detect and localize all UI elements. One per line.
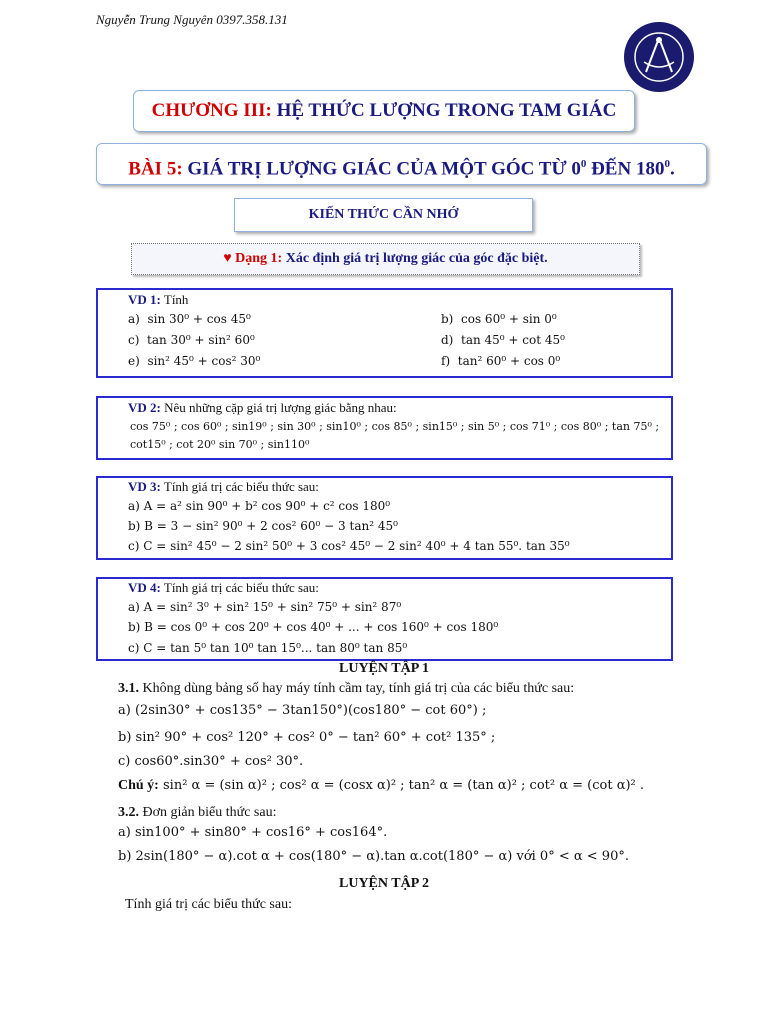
lesson-sup1: 0	[580, 158, 587, 170]
author-header: Nguyễn Trung Nguyên 0397.358.131	[96, 12, 288, 27]
lesson-title-a: GIÁ TRỊ LƯỢNG GIÁC CỦA MỘT GÓC TỪ 0	[187, 158, 581, 180]
q32-a: a) sin100° + sin80° + cos16° + cos164°.	[118, 825, 388, 840]
vd2-line2: cot15⁰ ; cot 20⁰ sin 70⁰ ; sin110⁰	[130, 438, 310, 451]
q32-b: b) 2sin(180° − α).cot α + cos(180° − α).tan α.cot(180° − α) với 0° < α < 90°.	[118, 849, 629, 864]
vd1-item-e: e) sin² 45⁰ + cos² 30⁰	[128, 354, 261, 368]
vd2-task: Nêu những cặp giá trị lượng giác bằng nhau:	[164, 400, 397, 415]
q32-text: Đơn giản biểu thức sau:	[142, 805, 277, 820]
vd2-title: VD 2:	[128, 400, 161, 415]
q32-label: 3.2.	[118, 805, 139, 820]
q31-label: 3.1.	[118, 681, 139, 696]
vd1-item-f: f) tan² 60⁰ + cos 0⁰	[441, 354, 561, 368]
q31-a: a) (2sin30° + cos135° − 3tan150°)(cos180° − cot 60°) ;	[118, 703, 487, 718]
dang1-text: Xác định giá trị lượng giác của góc đặc biệt.	[285, 251, 548, 266]
note-label: Chú ý:	[118, 778, 159, 793]
q32	[118, 805, 276, 821]
q31	[118, 681, 574, 697]
vd4-a: a) A = sin² 3⁰ + sin² 15⁰ + sin² 75⁰ + sin² 87⁰	[128, 600, 402, 614]
dang1-box	[131, 243, 640, 275]
lt2-title: LUYỆN TẬP 2	[339, 876, 429, 891]
note	[118, 778, 644, 794]
nguyen-math-logo	[622, 20, 696, 94]
heart-icon: ♥	[223, 251, 232, 266]
lt2-task: Tính giá trị các biểu thức sau:	[125, 897, 292, 912]
q31-b: b) sin² 90° + cos² 120° + cos² 0° − tan² 60° + cot² 135° ;	[118, 730, 496, 745]
vd1-task: Tính	[163, 292, 189, 307]
vd4-title: VD 4:	[128, 580, 161, 595]
lesson-end: .	[669, 158, 675, 180]
chapter-title-box	[133, 90, 635, 132]
lt1-title: LUYỆN TẬP 1	[339, 661, 429, 676]
vd3-title: VD 3:	[128, 479, 161, 494]
lesson-title-box	[96, 143, 707, 185]
chapter-label: CHƯƠNG III:	[151, 100, 272, 121]
vd1-box	[96, 288, 673, 378]
vd3-box	[96, 476, 673, 560]
vd1-item-b: b) cos 60⁰ + sin 0⁰	[441, 312, 557, 326]
vd2-line1: cos 75⁰ ; cos 60⁰ ; sin19⁰ ; sin 30⁰ ; sin10⁰ ; cos 85⁰ ; sin15⁰ ; sin 5⁰ ; cos 71⁰ ; cos 80⁰ ; tan 75⁰ ;	[130, 420, 660, 433]
chapter-title: HỆ THỨC LƯỢNG TRONG TAM GIÁC	[276, 100, 617, 121]
vd4-b: b) B = cos 0⁰ + cos 20⁰ + cos 40⁰ + ... + cos 160⁰ + cos 180⁰	[128, 620, 499, 634]
vd3-task: Tính giá trị các biểu thức sau:	[163, 479, 319, 494]
vd4-box	[96, 577, 673, 661]
lesson-sup2: 0	[664, 158, 670, 170]
vd4-task: Tính giá trị các biểu thức sau:	[163, 580, 319, 595]
q31-c: c) cos60°.sin30° + cos² 30°.	[118, 754, 304, 769]
dang1-label: Dạng 1:	[235, 251, 283, 266]
vd1-header	[128, 292, 188, 308]
vd4-c: c) C = tan 5⁰ tan 10⁰ tan 15⁰... tan 80⁰ tan 85⁰	[128, 641, 408, 655]
vd1-item-a: a) sin 30⁰ + cos 45⁰	[128, 312, 251, 326]
vd1-item-d: d) tan 45⁰ + cot 45⁰	[441, 333, 565, 347]
vd3-b: b) B = 3 − sin² 90⁰ + 2 cos² 60⁰ − 3 tan² 45⁰	[128, 519, 398, 533]
vd3-a: a) A = a² sin 90⁰ + b² cos 90⁰ + c² cos 180⁰	[128, 499, 391, 513]
q31-text: Không dùng bảng số hay máy tính cầm tay, tính giá trị của các biểu thức sau:	[142, 681, 575, 696]
vd3-header	[128, 479, 319, 495]
lesson-label: BÀI 5:	[128, 158, 183, 180]
vd1-title: VD 1:	[128, 292, 161, 307]
knowledge-heading: KIẾN THỨC CẦN NHỚ	[234, 198, 533, 232]
vd1-item-c: c) tan 30⁰ + sin² 60⁰	[128, 333, 255, 347]
note-text: sin² α = (sin α)² ; cos² α = (cosx α)² ; tan² α = (tan α)² ; cot² α = (cot α)² .	[163, 778, 645, 793]
vd2-header	[128, 400, 397, 416]
vd4-header	[128, 580, 319, 596]
vd2-box	[96, 396, 673, 460]
vd3-c: c) C = sin² 45⁰ − 2 sin² 50⁰ + 3 cos² 45⁰ − 2 sin² 40⁰ + 4 tan 55⁰. tan 35⁰	[128, 539, 570, 553]
lesson-title-b: ĐẾN 180	[586, 158, 665, 180]
